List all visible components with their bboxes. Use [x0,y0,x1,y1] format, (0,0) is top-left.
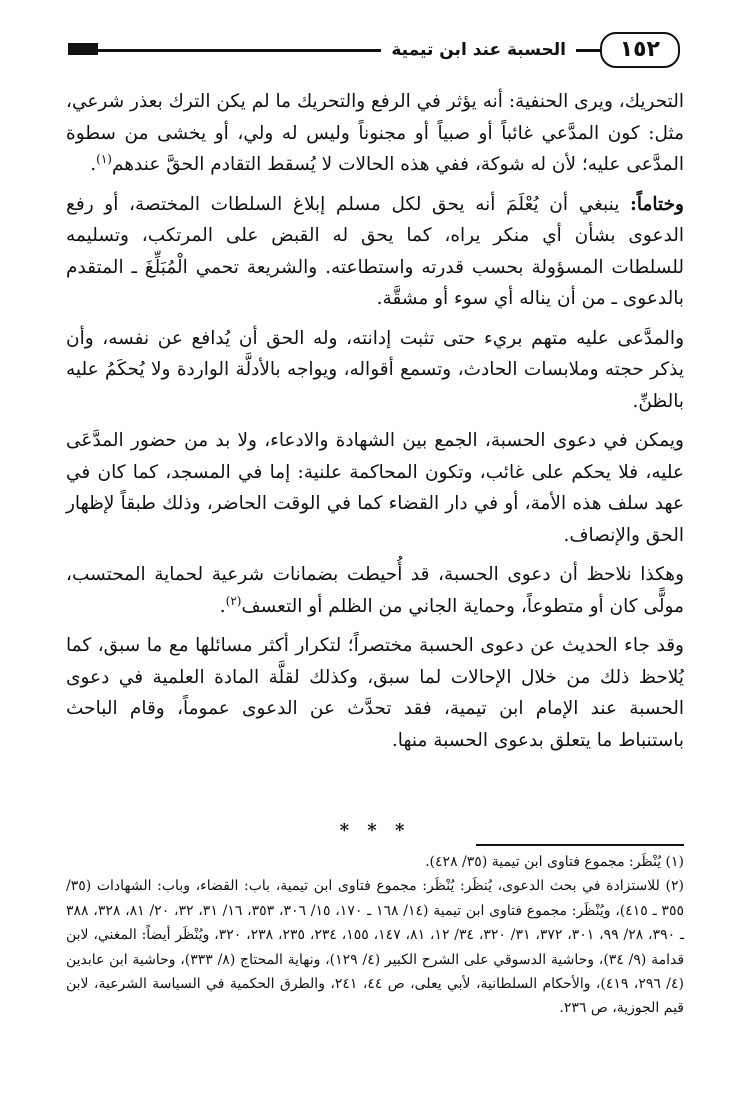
body-text [66,86,684,764]
footnote: (١) يُنْظَر: مجموع فتاوى ابن تيمية (٣٥/ ٤٢٨). [425,854,684,870]
page-number: ١٥٢ [600,32,680,68]
page-header [68,30,680,70]
footnote: (٢) للاستزادة في بحث الدعوى، يُنظَر: يُنْظَر: مجموع فتاوى ابن تيمية، باب: القضاء، وباب: الشهادات (٣٥/ ٣٥٥ ـ ٤١٥)، ويُنْظَر: مجموع فتاوى ابن تيمية (١٤/ ١٦٨ ـ ١٧٠، ١٥/ ٣٠٦، ٣٥٣، ١٦/ ٣١، ٣٢، ٢٠/ ٨١، ٣٢٨، ٣٨٨ ـ ٣٩٠، ٢٨/ ٩٩، ٣٠١، ٣٧٢، ٣١/ ٣٢٠، ٣٤/ ١٢، ٨١، ١٤٧، ١٥٥، ٢٣٤، ٢٣٥، ٢٣٨، ٣٢٠، ويُنْظَر أيضاً: المغني، لابن قدامة (٩/ ٣٤)، وحاشية الدسوقي على الشرح الكبير (٤/ ١٢٩)، ونهاية المحتاج (٨/ ٣٣٣)، وحاشية ابن عابدين (٤/ ٢٩٦، ٤١٩)، والأحكام السلطانية، لأبي يعلى، ص ٤٤، ٢٤١، والطرق الحكمية في السياسة الشرعية، لابن قيم الجوزية، ص ٢٣٦. [66,878,685,1017]
footnotes [66,850,684,1021]
paragraph: وهكذا نلاحظ أن دعوى الحسبة، قد أُحيطت بضمانات شرعية لحماية المحتسب، مولًّى كان أو متطوعاً، وحماية الجاني من الظلم أو التعسف$^{(٢)}$. [66,564,684,617]
paragraph: ويمكن في دعوى الحسبة، الجمع بين الشهادة والادعاء، ولا بد من حضور المدَّعَى عليه، فلا يحكم على غائب، وتكون المحاكمة علنية: إما في المسجد، كما كان في عهد سلف هذه الأمة، أو في دار القضاء كما في الوقت الحاضر، وذلك طبقاً لإظهار الحق والإنصاف. [66,430,684,546]
paragraph: التحريك، ويرى الحنفية: أنه يؤثر في الرفع والتحريك ما لم يكن الترك بعذر شرعي، مثل: كون المدَّعي غائباً أو صبياً أو مجنوناً وليس له ولي، أو يخشى من سطوة المدَّعى عليه؛ لأن له شوكة، ففي هذه الحالات لا يُسقط التقادم الحقَّ عندهم$^{(١)}$. [66,91,684,175]
footnote-ref: (١) [96,151,112,166]
header-rule [68,49,680,52]
paragraph: وقد جاء الحديث عن دعوى الحسبة مختصراً؛ لتكرار أكثر مسائلها مع ما سبق، كما يُلاحظ ذلك من خلال الإحالات لما سبق، وكذلك لقلَّة المادة العلمية في دعوى الحسبة عند الإمام ابن تيمية، فقد تحدَّث عن الدعوى عموماً، وقام الباحث باستنباط ما يتعلق بدعوى الحسبة منها. [66,635,684,751]
footnote-ref: (٢) [225,593,242,608]
paragraph: وختاماً: ينبغي أن يُعْلَمَ أنه يحق لكل مسلم إبلاغ السلطات المختصة، أو رفع الدعوى بشأن أي منكر يراه، كما يحق له القبض على المرتكب، وتسليمه للسلطات المسؤولة بحسب قدرته واستطاعته. والشريعة تحمي الْمُبَلِّغَ ـ المتقدم بالدعوى ـ من أن يناله أي سوء أو مشقَّة. [66,193,684,309]
footnote-rule [476,844,684,846]
lead-word: وختاماً: [630,193,684,215]
header-end-mark [68,43,98,55]
paragraph: والمدَّعى عليه متهم بريء حتى تثبت إدانته، وله الحق أن يُدافع عن نفسه، وأن يذكر حجته وملابسات الحادث، وتسمع أقواله، ويواجه بالأدلَّة الواردة ولا يُحكَمُ عليه بالظنِّ. [66,327,684,412]
running-title: الحسبة عند ابن تيمية [381,36,576,64]
section-separator: * * * [339,820,411,841]
